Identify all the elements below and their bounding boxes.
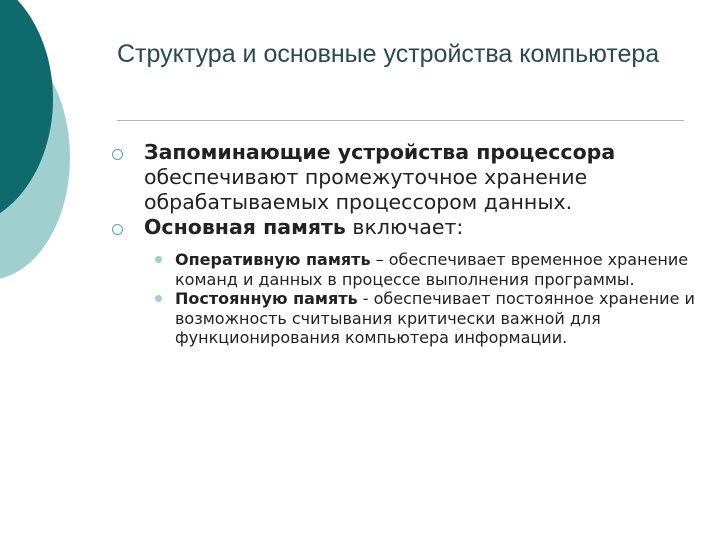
slide-title: Структура и основные устройства компьютера [117, 40, 660, 68]
sub-bullet-rom [112, 289, 702, 348]
title-divider [117, 120, 684, 121]
bullet-processor-storage [112, 140, 702, 215]
hollow-circle-bullet-icon [112, 149, 123, 160]
bullet-bold-text: Запоминающие устройства процессора [144, 140, 616, 164]
hollow-circle-bullet-icon [112, 224, 123, 235]
sub-bullet-bold-text: Оперативную память [175, 250, 371, 269]
bullet-main-memory [112, 215, 702, 240]
bullet-text: обеспечивают промежуточное хранение обрабатываемых процессором данных. [144, 165, 588, 214]
bullet-bold-text: Основная память [144, 215, 346, 239]
sub-bullet-bold-text: Постоянную память [175, 289, 358, 308]
slide-content [112, 140, 702, 348]
sub-bullet-text: – обеспечивает временное хранение команд и данных в процессе выполнения программы. [175, 250, 689, 289]
bullet-text: включает: [345, 215, 464, 239]
sub-bullet-text: - обеспечивает постоянное хранение и возможность считывания критически важной для функционирования компьютера информации. [175, 289, 695, 347]
sub-bullet-list [112, 250, 702, 348]
filled-dot-bullet-icon [155, 295, 162, 302]
sub-bullet-ram [112, 250, 702, 289]
filled-dot-bullet-icon [155, 256, 162, 263]
